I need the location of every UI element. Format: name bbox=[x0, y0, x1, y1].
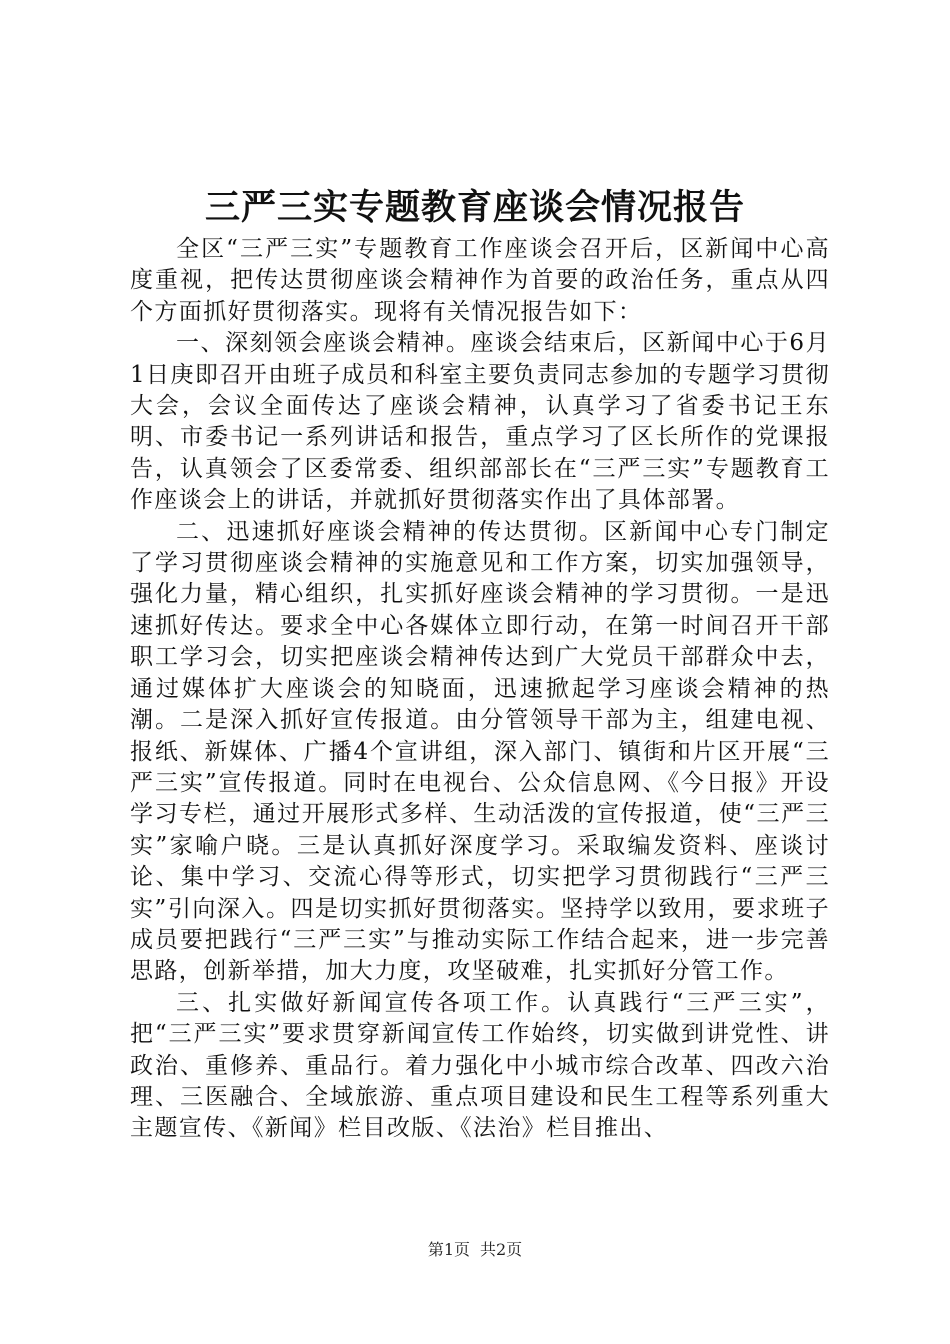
paragraph-intro: 全区“三严三实”专题教育工作座谈会召开后，区新闻中心高度重视，把传达贯彻座谈会精神作为首要的政治任务，重点从四个方面抓好贯彻落实。现将有关情况报告如下： bbox=[130, 236, 830, 325]
page-number: 第1页 bbox=[427, 1240, 470, 1259]
page-footer bbox=[0, 1239, 950, 1261]
document-body bbox=[130, 234, 830, 1145]
paragraph-section-3: 三、扎实做好新闻宣传各项工作。认真践行“三严三实”，把“三严三实”要求贯穿新闻宣传工作始终，切实做到讲党性、讲政治、重修养、重品行。着力强化中小城市综合改革、四改六治理、三医融合、全域旅游、重点项目建设和民生工程等系列重大主题宣传、《新闻》栏目改版、《法治》栏目推出、 bbox=[130, 989, 830, 1142]
document-title: 三严三实专题教育座谈会情况报告 bbox=[204, 187, 745, 228]
page-total: 共2页 bbox=[480, 1240, 523, 1259]
paragraph-section-2: 二、迅速抓好座谈会精神的传达贯彻。区新闻中心专门制定了学习贯彻座谈会精神的实施意见和工作方案，切实加强领导，强化力量，精心组织，扎实抓好座谈会精神的学习贯彻。一是迅速抓好传达。要求全中心各媒体立即行动，在第一时间召开干部职工学习会，切实把座谈会精神传达到广大党员干部群众中去，通过媒体扩大座谈会的知晓面，迅速掀起学习座谈会精神的热潮。二是深入抓好宣传报道。由分管领导干部为主，组建电视、报纸、新媒体、广播4个宣讲组，深入部门、镇街和片区开展“三严三实”宣传报道。同时在电视台、公众信息网、《今日报》开设学习专栏，通过开展形式多样、生动活泼的宣传报道，使“三严三实”家喻户晓。三是认真抓好深度学习。采取编发资料、座谈讨论、集中学习、交流心得等形式，切实把学习贯彻践行“三严三实”引向深入。四是切实抓好贯彻落实。坚持学以致用，要求班子成员要把践行“三严三实”与推动实际工作结合起来，进一步完善思路，创新举措，加大力度，攻坚破难，扎实抓好分管工作。 bbox=[130, 518, 830, 985]
paragraph-section-1: 一、深刻领会座谈会精神。座谈会结束后，区新闻中心于6月1日庚即召开由班子成员和科室主要负责同志参加的专题学习贯彻大会，会议全面传达了座谈会精神，认真学习了省委书记王东明、市委书记一系列讲话和报告，重点学习了区长所作的党课报告，认真领会了区委常委、组织部部长在“三严三实”专题教育工作座谈会上的讲话，并就抓好贯彻落实作出了具体部署。 bbox=[130, 330, 830, 514]
